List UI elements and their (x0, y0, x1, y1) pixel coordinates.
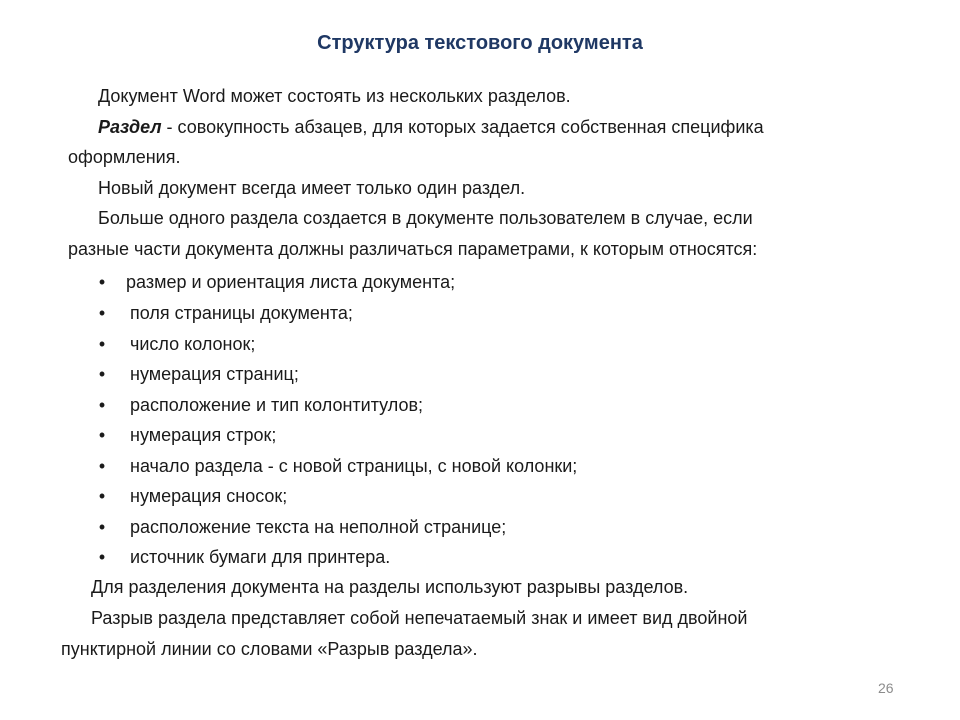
paragraph-section-definition (98, 115, 764, 139)
bullet-icon: • (98, 547, 106, 567)
list-item-text: нумерация сносок; (130, 486, 288, 506)
bullet-icon: • (98, 456, 106, 476)
list-item-text: размер и ориентация листа документа; (126, 272, 456, 292)
bullet-icon: • (98, 364, 106, 384)
bullet-icon: • (98, 272, 106, 292)
page-number: 26 (878, 680, 894, 696)
bullet-icon: • (98, 334, 106, 354)
bullet-icon: • (98, 517, 106, 537)
paragraph-section-breaks: Для разделения документа на разделы используют разрывы разделов. (91, 577, 689, 597)
paragraph-multiple-sections-line2: разные части документа должны различаться параметрами, к которым относятся: (68, 239, 758, 259)
list-item-text: поля страницы документа; (130, 303, 353, 323)
bullet-icon: • (98, 425, 106, 445)
paragraph-sections-intro: Документ Word может состоять из нескольких разделов. (98, 86, 571, 106)
bullet-icon: • (98, 303, 106, 323)
paragraph-break-appearance-line1: Разрыв раздела представляет собой непечатаемый знак и имеет вид двойной (91, 608, 748, 628)
list-item-text: число колонок; (130, 334, 256, 354)
paragraph-new-document: Новый документ всегда имеет только один раздел. (98, 178, 526, 198)
list-item-text: нумерация страниц; (130, 364, 299, 384)
list-item-text: расположение и тип колонтитулов; (130, 395, 424, 415)
term-section: Раздел (98, 117, 162, 137)
bullet-icon: • (98, 486, 106, 506)
definition-text: - совокупность абзацев, для которых задается собственная специфика (161, 117, 764, 137)
paragraph-section-definition-cont: оформления. (68, 147, 181, 167)
slide-title: Структура текстового документа (317, 32, 643, 54)
paragraph-multiple-sections-line1: Больше одного раздела создается в документе пользователем в случае, если (98, 208, 753, 228)
list-item-text: расположение текста на неполной странице; (130, 517, 507, 537)
list-item-text: источник бумаги для принтера. (130, 547, 391, 567)
list-item-text: нумерация строк; (130, 425, 277, 445)
list-item-text: начало раздела - с новой страницы, с новой колонки; (130, 456, 578, 476)
bullet-icon: • (98, 395, 106, 415)
paragraph-break-appearance-line2: пунктирной линии со словами «Разрыв раздела». (61, 639, 478, 659)
